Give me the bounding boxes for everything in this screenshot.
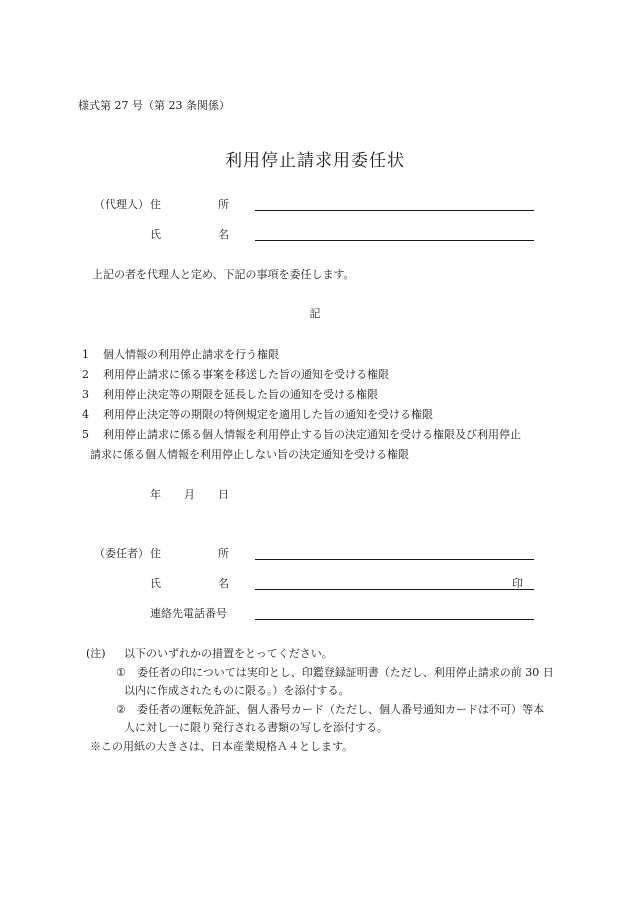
delegation-statement: 上記の者を代理人と定め、下記の事項を委任します。	[92, 268, 355, 281]
form-number: 様式第 27 号（第 23 条関係）	[78, 99, 230, 112]
note-1-marker: ①	[116, 666, 126, 679]
page-title: 利用停止請求用委任状	[225, 151, 405, 171]
notes-label: (注)	[86, 647, 106, 660]
principal-name-line[interactable]	[255, 589, 534, 590]
agent-role-label: （代理人）	[94, 198, 149, 211]
paper-size-note: ※この用紙の大きさは、日本産業規格Ａ４とします。	[90, 740, 354, 753]
principal-name-label-1: 氏	[150, 577, 161, 590]
agent-name-line[interactable]	[255, 240, 534, 241]
date-year-label: 年	[150, 488, 161, 501]
item-text-5-continued: 請求に係る個人情報を利用停止しない旨の決定通知を受ける権限	[90, 448, 409, 461]
agent-address-label-1: 住	[150, 198, 161, 211]
agent-name-label-1: 氏	[150, 228, 161, 241]
note-2-line-2: 人に対し一に限り発行される書類の写しを添付する。	[124, 721, 388, 734]
note-1-line-2: 以内に作成されたものに限る。）を添付する。	[124, 684, 350, 697]
note-1-line-1: 委任者の印については実印とし、印鑑登録証明書（ただし、利用停止請求の前 30 日	[137, 666, 554, 679]
principal-address-label-1: 住	[150, 547, 161, 560]
principal-role-label: （委任者）	[94, 547, 149, 560]
principal-address-line[interactable]	[255, 559, 534, 560]
principal-name-label-2: 名	[218, 577, 229, 590]
item-text-3: 利用停止決定等の期限を延長した旨の通知を受ける権限	[103, 388, 378, 401]
date-day-label: 日	[218, 488, 229, 501]
note-2-marker: ②	[116, 703, 126, 716]
note-2-line-1: 委任者の運転免許証、個人番号カード（ただし、個人番号通知カードは不可）等本	[137, 703, 544, 716]
item-text-4: 利用停止決定等の期限の特例規定を適用した旨の通知を受ける権限	[103, 408, 433, 421]
item-text-2: 利用停止請求に係る事案を移送した旨の通知を受ける権限	[103, 368, 389, 381]
item-number-4: 4	[82, 408, 89, 421]
agent-address-line[interactable]	[255, 210, 534, 211]
seal-mark: 印	[512, 577, 523, 590]
item-number-1: 1	[82, 348, 89, 361]
agent-address-label-2: 所	[218, 198, 229, 211]
agent-name-label-2: 名	[218, 228, 229, 241]
date-month-label: 月	[184, 488, 195, 501]
notes-intro: 以下のいずれかの措置をとってください。	[124, 647, 333, 660]
principal-address-label-2: 所	[218, 547, 229, 560]
principal-phone-line[interactable]	[255, 619, 534, 620]
item-number-2: 2	[82, 368, 89, 381]
item-text-5: 利用停止請求に係る個人情報を利用停止する旨の決定通知を受ける権限及び利用停止	[103, 428, 521, 441]
ki-heading: 記	[309, 307, 321, 320]
principal-phone-label: 連絡先電話番号	[150, 607, 227, 620]
item-number-3: 3	[82, 388, 89, 401]
item-number-5: 5	[82, 428, 89, 441]
item-text-1: 個人情報の利用停止請求を行う権限	[103, 348, 279, 361]
